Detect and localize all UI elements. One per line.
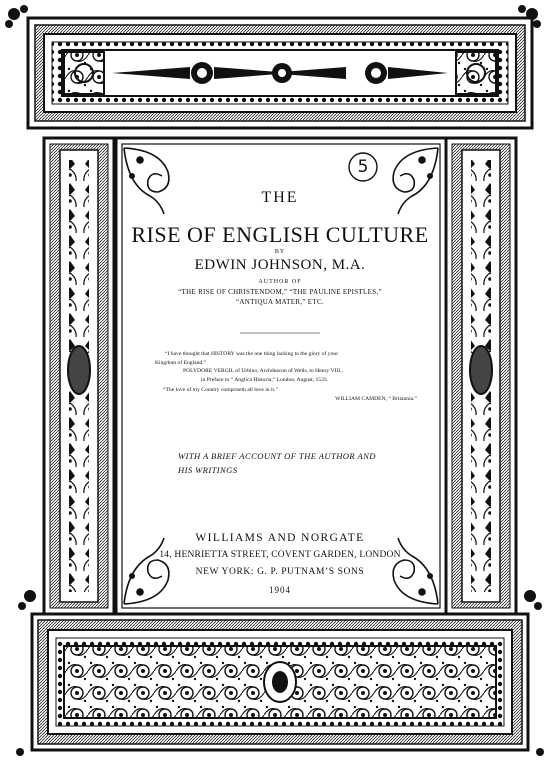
brief-account-note: [178, 449, 418, 477]
epigraph-1-attribution-1: POLYDORE VERGIL of Urbino, Archdeacon of Wells, to Henry VIII.,: [183, 368, 343, 375]
other-works-line-2: “ANTIQUA MATER,” ETC.: [236, 298, 324, 306]
publisher-new-york: NEW YORK: G. P. PUTNAM’S SONS: [195, 567, 365, 577]
handwritten-mark-text: 5: [357, 157, 369, 177]
note-line-1: WITH A BRIEF ACCOUNT OF THE AUTHOR AND: [178, 451, 376, 461]
top-band-center-ornament: [272, 63, 292, 83]
author-name: EDWIN JOHNSON, M.A.: [194, 257, 366, 273]
epigraph-1-line-1: “I have thought that HISTORY was the one thing lacking to the glory of your: [165, 351, 339, 357]
book-title: RISE OF ENGLISH CULTURE: [131, 222, 429, 247]
epigraph-1-attribution-2: in Preface to “ Anglica Historia,” London, August, 1533.: [201, 376, 329, 383]
epigraph-2-line: “The love of my Country compriseth all love in it.”: [163, 387, 278, 394]
epigraph-1-line-2: Kingdom of England.”: [155, 359, 207, 366]
epigraphs: [155, 350, 417, 404]
top-band-square-left: [64, 52, 104, 94]
top-band-square-right: [456, 52, 496, 94]
author-of-label: AUTHOR OF: [258, 279, 302, 285]
handwritten-mark: [349, 153, 377, 181]
corner-ornament-top-left: [5, 5, 28, 28]
publisher-address: 14, HENRIETTA STREET, COVENT GARDEN, LONDON: [159, 550, 401, 560]
title-the: THE: [261, 189, 299, 206]
bottom-band: [32, 614, 528, 750]
byline-by: BY: [274, 249, 286, 255]
publication-year: 1904: [269, 585, 291, 595]
other-works-line-1: “THE RISE OF CHRISTENDOM,” “THE PAULINE EPISTLES,”: [178, 288, 382, 296]
publisher-name: WILLIAMS AND NORGATE: [195, 532, 365, 544]
epigraph-2-attribution: WILLIAM CAMDEN, “ Britannia.”: [335, 395, 417, 402]
note-line-2: HIS WRITINGS: [178, 465, 238, 475]
